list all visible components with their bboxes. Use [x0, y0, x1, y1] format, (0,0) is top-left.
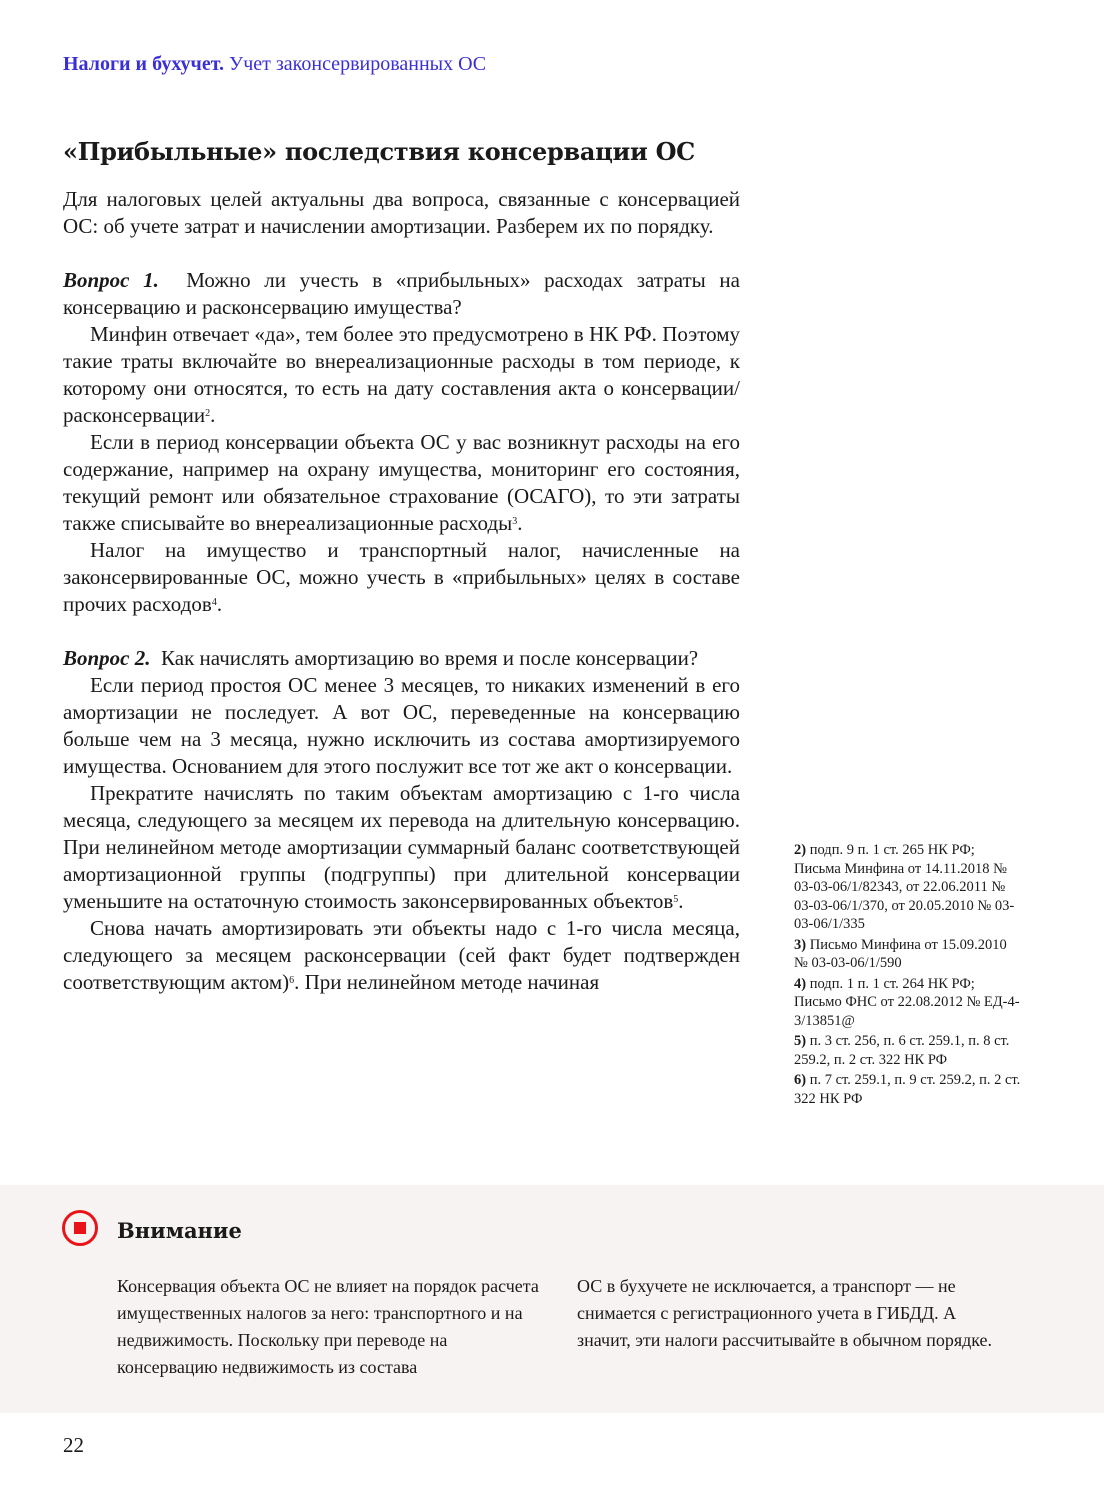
- paragraph-text: Минфин отвечает «да», тем более это предусмотрено в НК РФ. Поэтому такие траты включайте во внереализационные расходы в том периоде, к которому они относятся, то есть на дату составления акта о консервации/расконсервации: [63, 322, 740, 427]
- question-2-text: Как начислять амортизацию во время и после консервации?: [161, 646, 699, 670]
- attention-text-col1: Консервация объекта ОС не влияет на порядок расчета имущественных налогов за него: транспортного и на недвижимость. Поскольку при переводе на консервацию недвижимость из состава: [117, 1276, 539, 1377]
- footnotes: [794, 841, 1024, 1110]
- header-topic: Учет законсервированных ОС: [229, 53, 487, 75]
- footnote: [794, 1071, 1024, 1108]
- footnote: [794, 1032, 1024, 1069]
- running-header: [63, 53, 486, 76]
- footnote: [794, 936, 1024, 973]
- paragraph-text: Снова начать амортизировать эти объекты надо с 1-го числа месяца, следующего за месяцем расконсервации (сей факт будет подтвержден соответствующим актом): [63, 916, 740, 994]
- footnote-number: 3): [794, 936, 807, 953]
- footnote-text: подп. 1 п. 1 ст. 264 НК РФ; Письмо ФНС от 22.08.2012 № ЕД-4-3/13851@: [794, 975, 1020, 1029]
- footnote-ref[interactable]: 4: [211, 597, 217, 608]
- question-2-label: Вопрос 2.: [63, 646, 151, 670]
- footnote: [794, 975, 1024, 1031]
- paragraph: Прекратите начислять по таким объектам амортизацию с 1-го числа месяца, следующего за месяцем их перевода на длительную консервацию. При нелинейном методе амортизации суммарный баланс соответствующей амортизационной группы (подгруппы) при длительной консервации уменьшите на остаточную стоимость законсервированных объектов$^5$.: [63, 781, 740, 913]
- paragraph: Минфин отвечает «да», тем более это предусмотрено в НК РФ. Поэтому такие траты включайте во внереализационные расходы в том периоде, к которому они относятся, то есть на дату составления акта о консервации/расконсервации$^2$.: [63, 322, 740, 427]
- footnote-number: 2): [794, 842, 807, 858]
- paragraph-text: Если в период консервации объекта ОС у вас возникнут расходы на его содержание, например на охрану имущества, мониторинг его состояния, текущий ремонт или обязательное страхование (ОСАГО), то эти затраты также списывайте во внереализационные расходы: [63, 430, 740, 535]
- intro-paragraph: Для налоговых целей актуальны два вопроса, связанные с консервацией ОС: об учете затрат и начислении амортизации. Разберем их по порядку.: [63, 187, 740, 238]
- question-1: [63, 267, 740, 321]
- footnote-ref[interactable]: 6: [289, 975, 295, 986]
- page-number: 22: [63, 1433, 84, 1457]
- stop-alert-icon: [62, 1210, 98, 1246]
- question-1-text: Можно ли учесть в «прибыльных» расходах затраты на консервацию и расконсервацию имущества?: [63, 268, 740, 319]
- article-title: «Прибыльные» последствия консервации ОС: [63, 137, 695, 166]
- paragraph: Налог на имущество и транспортный налог, начисленные на законсервированные ОС, можно учесть в «прибыльных» целях в составе прочих расходов$^4$.: [63, 538, 740, 616]
- question-1-label: Вопрос 1.: [63, 268, 159, 292]
- footnote-ref[interactable]: 2: [205, 408, 211, 419]
- paragraph: Если в период консервации объекта ОС у вас возникнут расходы на его содержание, например на охрану имущества, мониторинг его состояния, текущий ремонт или обязательное страхование (ОСАГО), то эти затраты также списывайте во внереализационные расходы$^3$.: [63, 430, 740, 535]
- main-text: [63, 186, 740, 996]
- footnote-text: подп. 9 п. 1 ст. 265 НК РФ; Письма Минфина от 14.11.2018 № 03-03-06/1/82343, от 22.06.2011 № 03-03-06/1/370, от 20.05.2010 № 03-03-06/1/335: [794, 842, 1015, 932]
- question-2: [63, 645, 740, 672]
- footnote-ref[interactable]: 5: [673, 894, 679, 905]
- attention-text-col2: ОС в бухучете не исключается, а транспорт — не снимается с регистрационного учета в ГИБДД. А значит, эти налоги рассчитывайте в обычном порядке.: [577, 1276, 993, 1350]
- footnote-number: 6): [794, 1072, 807, 1088]
- footnote-ref[interactable]: 3: [512, 516, 518, 527]
- paragraph-text: . При нелинейном методе начиная: [294, 970, 600, 994]
- footnote: [794, 841, 1024, 934]
- attention-title: Внимание: [117, 1218, 242, 1243]
- paragraph: Если период простоя ОС менее 3 месяцев, то никаких изменений в его амортизации не последует. А вот ОС, переведенные на консервацию больше чем на 3 месяца, нужно исключить из состава амортизируемого имущества. Основанием для этого послужит все тот же акт о консервации.: [63, 673, 740, 778]
- paragraph-text: Налог на имущество и транспортный налог, начисленные на законсервированные ОС, можно учесть в «прибыльных» целях в составе прочих расходов: [63, 538, 740, 616]
- footnote-text: п. 3 ст. 256, п. 6 ст. 259.1, п. 8 ст. 259.2, п. 2 ст. 322 НК РФ: [794, 1033, 1010, 1068]
- footnote-text: Письмо Минфина от 15.09.2010 № 03-03-06/1/590: [794, 936, 1007, 971]
- paragraph: [63, 915, 740, 996]
- footnote-number: 5): [794, 1033, 807, 1049]
- header-section: Налоги и бухучет.: [63, 53, 225, 75]
- paragraph-text: Прекратите начислять по таким объектам амортизацию с 1-го числа месяца, следующего за месяцем их перевода на длительную консервацию. При нелинейном методе амортизации суммарный баланс соответствующей амортизационной группы (подгруппы) при длительной консервации уменьшите на остаточную стоимость законсервированных объектов: [63, 781, 740, 913]
- footnote-number: 4): [794, 975, 807, 992]
- footnote-text: п. 7 ст. 259.1, п. 9 ст. 259.2, п. 2 ст. 322 НК РФ: [794, 1072, 1021, 1107]
